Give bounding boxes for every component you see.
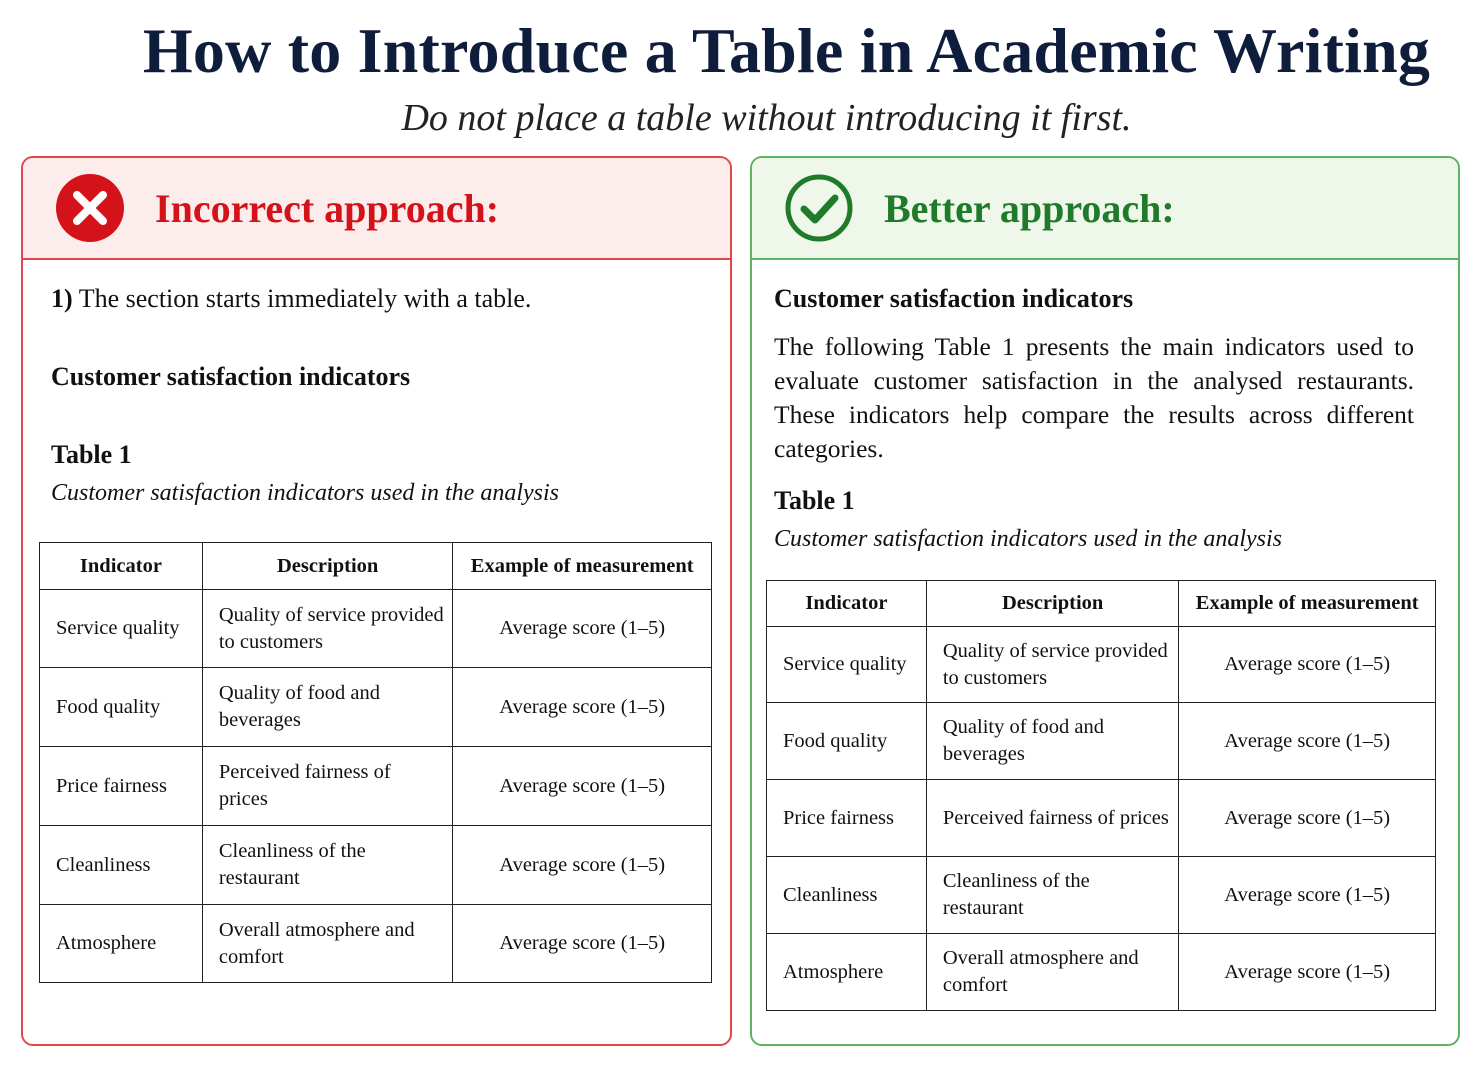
cell-description: Overall atmosphere and comfort: [202, 905, 453, 983]
cell-indicator: Service quality: [767, 627, 927, 703]
cell-indicator: Food quality: [40, 668, 203, 747]
cell-indicator: Service quality: [40, 590, 203, 668]
cell-description: Quality of service provided to customers: [926, 627, 1179, 703]
table-header-row: [40, 543, 712, 590]
incorrect-table-caption: Customer satisfaction indicators used in the analysis: [51, 480, 559, 506]
incorrect-note: [51, 284, 531, 314]
cell-description: Cleanliness of the restaurant: [926, 857, 1179, 934]
table-row: [40, 668, 712, 747]
cell-description: Perceived fairness of prices: [202, 747, 453, 826]
cell-measurement: Average score (1–5): [1179, 934, 1436, 1011]
header-measurement: Example of measurement: [453, 543, 712, 590]
table-row: [767, 627, 1436, 703]
cell-description: Perceived fairness of prices: [926, 780, 1179, 857]
table-row: [40, 905, 712, 983]
table-row: [767, 857, 1436, 934]
page-title: How to Introduce a Table in Academic Writing: [142, 15, 1431, 86]
incorrect-approach-panel: [21, 156, 732, 1046]
incorrect-data-table: [39, 542, 712, 983]
cell-measurement: Average score (1–5): [1179, 703, 1436, 780]
better-data-table: [766, 580, 1436, 1011]
cell-measurement: Average score (1–5): [1179, 780, 1436, 857]
cell-indicator: Atmosphere: [767, 934, 927, 1011]
cell-description: Quality of food and beverages: [926, 703, 1179, 780]
better-approach-panel: [750, 156, 1460, 1046]
header-measurement: Example of measurement: [1179, 581, 1436, 627]
x-circle-icon: [55, 173, 125, 243]
check-circle-icon: [784, 173, 854, 243]
cell-description: Quality of service provided to customers: [202, 590, 453, 668]
cell-indicator: Price fairness: [767, 780, 927, 857]
cell-measurement: Average score (1–5): [453, 747, 712, 826]
header-indicator: Indicator: [767, 581, 927, 627]
table-row: [767, 780, 1436, 857]
table-header-row: [767, 581, 1436, 627]
cell-measurement: Average score (1–5): [453, 905, 712, 983]
table-row: [40, 826, 712, 905]
cell-description: Cleanliness of the restaurant: [202, 826, 453, 905]
incorrect-panel-header: [23, 158, 730, 260]
header-description: Description: [926, 581, 1179, 627]
page-subtitle: Do not place a table without introducing it first.: [401, 97, 1132, 139]
better-heading: Better approach:: [884, 185, 1175, 231]
cell-description: Quality of food and beverages: [202, 668, 453, 747]
cell-description: Overall atmosphere and comfort: [926, 934, 1179, 1011]
header-description: Description: [202, 543, 453, 590]
better-panel-header: [752, 158, 1458, 260]
note-text: The section starts immediately with a table.: [72, 284, 532, 313]
cell-measurement: Average score (1–5): [1179, 857, 1436, 934]
cell-indicator: Cleanliness: [767, 857, 927, 934]
note-number: 1): [51, 284, 73, 313]
header-indicator: Indicator: [40, 543, 203, 590]
table-row: [767, 934, 1436, 1011]
cell-indicator: Cleanliness: [40, 826, 203, 905]
cell-measurement: Average score (1–5): [1179, 627, 1436, 703]
table-row: [40, 747, 712, 826]
incorrect-heading: Incorrect approach:: [155, 185, 500, 231]
better-table-number: Table 1: [774, 486, 855, 515]
cell-indicator: Food quality: [767, 703, 927, 780]
better-section-heading: Customer satisfaction indicators: [774, 284, 1134, 313]
cell-measurement: Average score (1–5): [453, 668, 712, 747]
better-table-caption: Customer satisfaction indicators used in the analysis: [774, 526, 1282, 552]
cell-measurement: Average score (1–5): [453, 590, 712, 668]
table-row: [40, 590, 712, 668]
table-row: [767, 703, 1436, 780]
incorrect-table-number: Table 1: [51, 440, 132, 469]
better-intro-paragraph: The following Table 1 presents the main indicators used to evaluate customer satisfaction in the analysed restaurants. These indicators help compare the results across different categories.: [774, 332, 1414, 463]
incorrect-section-heading: Customer satisfaction indicators: [51, 362, 411, 391]
cell-indicator: Atmosphere: [40, 905, 203, 983]
cell-measurement: Average score (1–5): [453, 826, 712, 905]
cell-indicator: Price fairness: [40, 747, 203, 826]
